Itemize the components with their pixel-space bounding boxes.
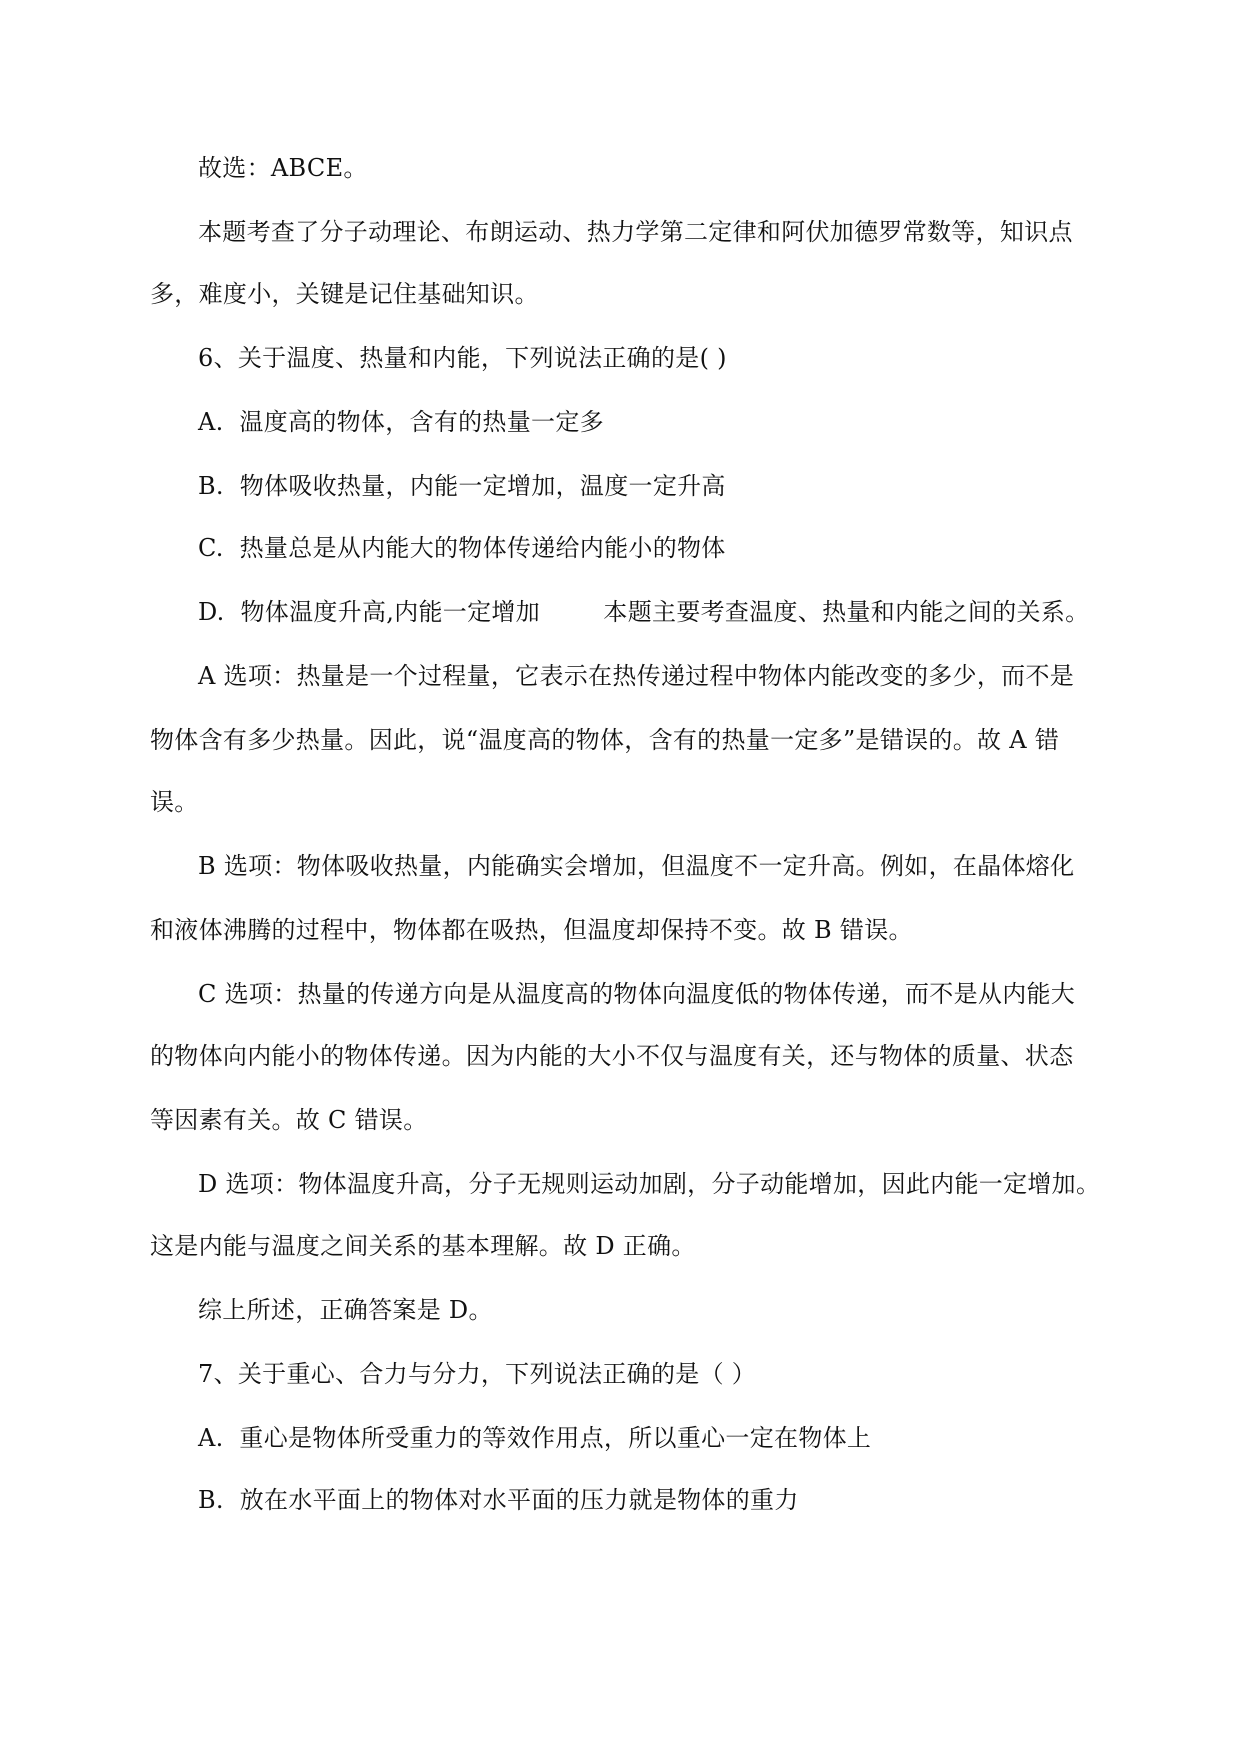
- question-6-option-b: B. 物体吸收热量，内能一定增加，温度一定升高: [198, 472, 726, 500]
- explanation-a-line-2: 物体含有多少热量。因此，说“温度高的物体，含有的热量一定多”是错误的。故 A 错: [150, 726, 1060, 754]
- question-6-stem: 6、关于温度、热量和内能，下列说法正确的是( ): [198, 344, 727, 372]
- explanation-c-line-3: 等因素有关。故 C 错误。: [150, 1106, 428, 1134]
- conclusion-line: 综上所述，正确答案是 D。: [198, 1296, 493, 1324]
- explanation-c-line-2: 的物体向内能小的物体传递。因为内能的大小不仅与温度有关，还与物体的质量、状态: [150, 1042, 1074, 1070]
- explanation-c-line-1: C 选项：热量的传递方向是从温度高的物体向温度低的物体传递，而不是从内能大: [198, 980, 1076, 1008]
- explanation-d-line-1: D 选项：物体温度升高，分子无规则运动加剧，分子动能增加，因此内能一定增加。: [198, 1170, 1101, 1198]
- explanation-b-line-2: 和液体沸腾的过程中，物体都在吸热，但温度却保持不变。故 B 错误。: [150, 916, 913, 944]
- question-7-stem: 7、关于重心、合力与分力，下列说法正确的是（ ）: [198, 1360, 757, 1388]
- explanation-b-line-1: B 选项：物体吸收热量，内能确实会增加，但温度不一定升高。例如，在晶体熔化: [198, 852, 1075, 880]
- question-7-option-a: A. 重心是物体所受重力的等效作用点，所以重心一定在物体上: [198, 1424, 872, 1452]
- answer-choice-line: 故选：ABCE。: [198, 154, 368, 182]
- question-7-option-b: B. 放在水平面上的物体对水平面的压力就是物体的重力: [198, 1486, 799, 1514]
- explanation-a-line-3: 误。: [150, 788, 199, 816]
- explanation-d-line-2: 这是内能与温度之间关系的基本理解。故 D 正确。: [150, 1232, 696, 1260]
- question-6-option-a: A. 温度高的物体，含有的热量一定多: [198, 408, 604, 436]
- explanation-a-line-1: A 选项：热量是一个过程量，它表示在热传递过程中物体内能改变的多少，而不是: [198, 662, 1075, 690]
- summary-line-2: 多，难度小，关键是记住基础知识。: [150, 280, 539, 308]
- question-6-option-c: C. 热量总是从内能大的物体传递给内能小的物体: [198, 534, 726, 562]
- summary-line-1: 本题考查了分子动理论、布朗运动、热力学第二定律和阿伏加德罗常数等，知识点: [198, 218, 1073, 246]
- question-6-option-d: D. 物体温度升高,内能一定增加 本题主要考查温度、热量和内能之间的关系。: [198, 598, 1090, 626]
